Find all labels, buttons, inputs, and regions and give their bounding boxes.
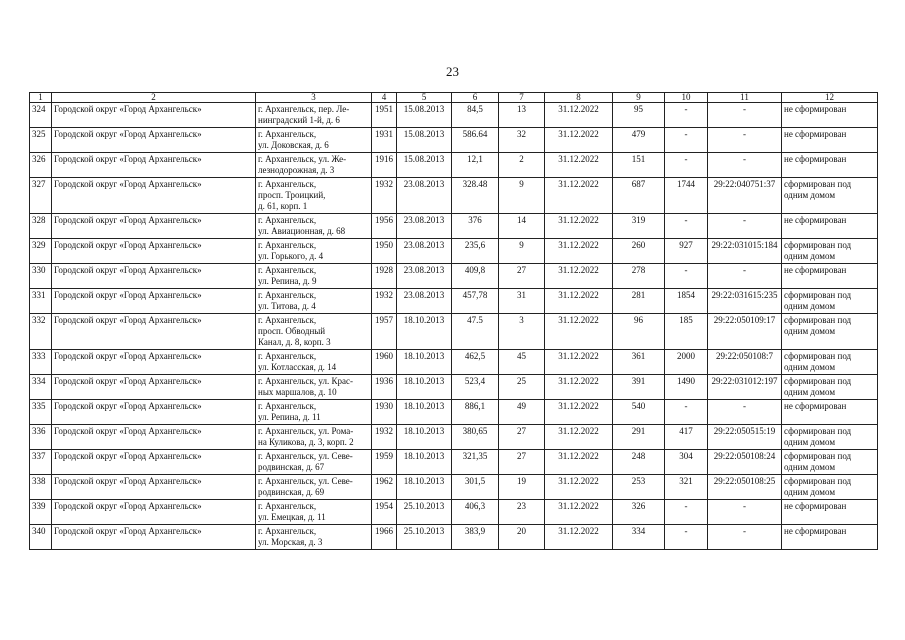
- land-status-cell: сформирован под одним домом: [782, 289, 878, 314]
- row-number-cell: 327: [30, 178, 52, 214]
- header-cell: 1: [30, 93, 52, 103]
- year-built-cell: 1931: [372, 128, 397, 153]
- cadastral-number-cell: 29:22:050108:25: [708, 475, 782, 500]
- land-status-cell: сформирован под одним домом: [782, 314, 878, 350]
- row-number-cell: 326: [30, 153, 52, 178]
- area-cell: 886,1: [452, 400, 499, 425]
- address-cell: г. Архангельск, ул. Котласская, д. 14: [256, 350, 372, 375]
- land-area-cell: 1490: [665, 375, 708, 400]
- municipality-cell: Городской округ «Город Архангельск»: [52, 289, 256, 314]
- address-cell: г. Архангельск, ул. Горького, д. 4: [256, 239, 372, 264]
- area-cell: 523,4: [452, 375, 499, 400]
- residents-cell: 13: [499, 103, 545, 128]
- residents-cell: 9: [499, 178, 545, 214]
- address-cell: г. Архангельск, ул. Репина, д. 11: [256, 400, 372, 425]
- resettlement-deadline-cell: 31.12.2022: [545, 264, 613, 289]
- municipality-cell: Городской округ «Город Архангельск»: [52, 400, 256, 425]
- row-number-cell: 332: [30, 314, 52, 350]
- header-cell: 2: [52, 93, 256, 103]
- row-number-cell: 329: [30, 239, 52, 264]
- residents-cell: 14: [499, 214, 545, 239]
- planned-area-cell: 291: [613, 425, 665, 450]
- address-cell: г. Архангельск, просп. Обводный Канал, д. 8, корп. 3: [256, 314, 372, 350]
- area-cell: 47.5: [452, 314, 499, 350]
- planned-area-cell: 253: [613, 475, 665, 500]
- land-area-cell: 927: [665, 239, 708, 264]
- table-row: [30, 128, 878, 153]
- cadastral-number-cell: -: [708, 128, 782, 153]
- address-cell: г. Архангельск, ул. Крас- ных маршалов, д. 10: [256, 375, 372, 400]
- municipality-cell: Городской округ «Город Архангельск»: [52, 178, 256, 214]
- land-status-cell: не сформирован: [782, 214, 878, 239]
- header-cell: 11: [708, 93, 782, 103]
- recognition-date-cell: 23.08.2013: [397, 239, 452, 264]
- planned-area-cell: 95: [613, 103, 665, 128]
- land-status-cell: сформирован под одним домом: [782, 239, 878, 264]
- year-built-cell: 1957: [372, 314, 397, 350]
- recognition-date-cell: 25.10.2013: [397, 525, 452, 550]
- row-number-cell: 325: [30, 128, 52, 153]
- recognition-date-cell: 18.10.2013: [397, 450, 452, 475]
- recognition-date-cell: 23.08.2013: [397, 178, 452, 214]
- table-row: [30, 314, 878, 350]
- planned-area-cell: 334: [613, 525, 665, 550]
- resettlement-deadline-cell: 31.12.2022: [545, 239, 613, 264]
- area-cell: 406,3: [452, 500, 499, 525]
- cadastral-number-cell: -: [708, 400, 782, 425]
- cadastral-number-cell: 29:22:050515:19: [708, 425, 782, 450]
- address-cell: г. Архангельск, просп. Троицкий, д. 61, корп. 1: [256, 178, 372, 214]
- residents-cell: 32: [499, 128, 545, 153]
- recognition-date-cell: 18.10.2013: [397, 375, 452, 400]
- table-row: [30, 214, 878, 239]
- row-number-cell: 338: [30, 475, 52, 500]
- header-cell: 10: [665, 93, 708, 103]
- recognition-date-cell: 18.10.2013: [397, 400, 452, 425]
- land-status-cell: не сформирован: [782, 500, 878, 525]
- resettlement-deadline-cell: 31.12.2022: [545, 400, 613, 425]
- municipality-cell: Городской округ «Город Архангельск»: [52, 314, 256, 350]
- municipality-cell: Городской округ «Город Архангельск»: [52, 350, 256, 375]
- residents-cell: 27: [499, 450, 545, 475]
- area-cell: 457,78: [452, 289, 499, 314]
- cadastral-number-cell: -: [708, 153, 782, 178]
- land-area-cell: -: [665, 525, 708, 550]
- table-row: [30, 103, 878, 128]
- residents-cell: 23: [499, 500, 545, 525]
- row-number-cell: 324: [30, 103, 52, 128]
- recognition-date-cell: 18.10.2013: [397, 425, 452, 450]
- area-cell: 235,6: [452, 239, 499, 264]
- year-built-cell: 1956: [372, 214, 397, 239]
- residents-cell: 2: [499, 153, 545, 178]
- resettlement-deadline-cell: 31.12.2022: [545, 475, 613, 500]
- municipality-cell: Городской округ «Город Архангельск»: [52, 375, 256, 400]
- header-cell: 9: [613, 93, 665, 103]
- header-cell: 5: [397, 93, 452, 103]
- residents-cell: 20: [499, 525, 545, 550]
- planned-area-cell: 479: [613, 128, 665, 153]
- land-area-cell: 321: [665, 475, 708, 500]
- address-cell: г. Архангельск, ул. Авиационная, д. 68: [256, 214, 372, 239]
- land-area-cell: 2000: [665, 350, 708, 375]
- year-built-cell: 1954: [372, 500, 397, 525]
- land-area-cell: -: [665, 264, 708, 289]
- recognition-date-cell: 18.10.2013: [397, 475, 452, 500]
- header-cell: 12: [782, 93, 878, 103]
- land-status-cell: не сформирован: [782, 400, 878, 425]
- land-status-cell: не сформирован: [782, 103, 878, 128]
- year-built-cell: 1962: [372, 475, 397, 500]
- row-number-cell: 335: [30, 400, 52, 425]
- land-area-cell: -: [665, 103, 708, 128]
- resettlement-deadline-cell: 31.12.2022: [545, 314, 613, 350]
- resettlement-deadline-cell: 31.12.2022: [545, 500, 613, 525]
- year-built-cell: 1930: [372, 400, 397, 425]
- planned-area-cell: 391: [613, 375, 665, 400]
- row-number-cell: 330: [30, 264, 52, 289]
- municipality-cell: Городской округ «Город Архангельск»: [52, 525, 256, 550]
- residents-cell: 9: [499, 239, 545, 264]
- municipality-cell: Городской округ «Город Архангельск»: [52, 264, 256, 289]
- cadastral-number-cell: 29:22:050108:7: [708, 350, 782, 375]
- year-built-cell: 1950: [372, 239, 397, 264]
- planned-area-cell: 278: [613, 264, 665, 289]
- planned-area-cell: 96: [613, 314, 665, 350]
- year-built-cell: 1932: [372, 425, 397, 450]
- cadastral-number-cell: -: [708, 525, 782, 550]
- land-status-cell: сформирован под одним домом: [782, 178, 878, 214]
- cadastral-number-cell: 29:22:031015:184: [708, 239, 782, 264]
- land-area-cell: -: [665, 214, 708, 239]
- year-built-cell: 1936: [372, 375, 397, 400]
- row-number-cell: 331: [30, 289, 52, 314]
- planned-area-cell: 319: [613, 214, 665, 239]
- table-row: [30, 500, 878, 525]
- cadastral-number-cell: 29:22:050108:24: [708, 450, 782, 475]
- address-cell: г. Архангельск, ул. Титова, д. 4: [256, 289, 372, 314]
- resettlement-deadline-cell: 31.12.2022: [545, 450, 613, 475]
- resettlement-deadline-cell: 31.12.2022: [545, 214, 613, 239]
- municipality-cell: Городской округ «Город Архангельск»: [52, 450, 256, 475]
- area-cell: 328.48: [452, 178, 499, 214]
- page-number: 23: [446, 64, 459, 79]
- area-cell: 84,5: [452, 103, 499, 128]
- table-row: [30, 450, 878, 475]
- row-number-cell: 334: [30, 375, 52, 400]
- table-row: [30, 400, 878, 425]
- cadastral-number-cell: 29:22:050109:17: [708, 314, 782, 350]
- residents-cell: 27: [499, 425, 545, 450]
- recognition-date-cell: 23.08.2013: [397, 264, 452, 289]
- resettlement-deadline-cell: 31.12.2022: [545, 350, 613, 375]
- cadastral-number-cell: -: [708, 264, 782, 289]
- area-cell: 321,35: [452, 450, 499, 475]
- residents-cell: 25: [499, 375, 545, 400]
- residents-cell: 45: [499, 350, 545, 375]
- municipality-cell: Городской округ «Город Архангельск»: [52, 239, 256, 264]
- resettlement-deadline-cell: 31.12.2022: [545, 375, 613, 400]
- land-status-cell: не сформирован: [782, 153, 878, 178]
- address-cell: г. Архангельск, ул. Морская, д. 3: [256, 525, 372, 550]
- table-row: [30, 289, 878, 314]
- land-area-cell: 185: [665, 314, 708, 350]
- municipality-cell: Городской округ «Город Архангельск»: [52, 500, 256, 525]
- planned-area-cell: 540: [613, 400, 665, 425]
- header-row: [30, 93, 878, 103]
- year-built-cell: 1966: [372, 525, 397, 550]
- municipality-cell: Городской округ «Город Архангельск»: [52, 214, 256, 239]
- planned-area-cell: 260: [613, 239, 665, 264]
- land-area-cell: 417: [665, 425, 708, 450]
- residents-cell: 27: [499, 264, 545, 289]
- planned-area-cell: 361: [613, 350, 665, 375]
- municipality-cell: Городской округ «Город Архангельск»: [52, 128, 256, 153]
- housing-table: [29, 92, 878, 550]
- planned-area-cell: 151: [613, 153, 665, 178]
- resettlement-deadline-cell: 31.12.2022: [545, 178, 613, 214]
- cadastral-number-cell: 29:22:040751:37: [708, 178, 782, 214]
- residents-cell: 31: [499, 289, 545, 314]
- land-area-cell: -: [665, 153, 708, 178]
- year-built-cell: 1959: [372, 450, 397, 475]
- resettlement-deadline-cell: 31.12.2022: [545, 128, 613, 153]
- address-cell: г. Архангельск, ул. Емецкая, д. 11: [256, 500, 372, 525]
- header-cell: 8: [545, 93, 613, 103]
- address-cell: г. Архангельск, ул. Доковская, д. 6: [256, 128, 372, 153]
- table-row: [30, 475, 878, 500]
- recognition-date-cell: 23.08.2013: [397, 289, 452, 314]
- year-built-cell: 1928: [372, 264, 397, 289]
- recognition-date-cell: 18.10.2013: [397, 314, 452, 350]
- planned-area-cell: 687: [613, 178, 665, 214]
- table-row: [30, 153, 878, 178]
- row-number-cell: 336: [30, 425, 52, 450]
- area-cell: 301,5: [452, 475, 499, 500]
- year-built-cell: 1951: [372, 103, 397, 128]
- resettlement-deadline-cell: 31.12.2022: [545, 153, 613, 178]
- municipality-cell: Городской округ «Город Архангельск»: [52, 475, 256, 500]
- residents-cell: 49: [499, 400, 545, 425]
- cadastral-number-cell: 29:22:031012:197: [708, 375, 782, 400]
- land-status-cell: не сформирован: [782, 264, 878, 289]
- table-row: [30, 178, 878, 214]
- recognition-date-cell: 23.08.2013: [397, 214, 452, 239]
- land-area-cell: -: [665, 400, 708, 425]
- land-status-cell: сформирован под одним домом: [782, 450, 878, 475]
- row-number-cell: 339: [30, 500, 52, 525]
- municipality-cell: Городской округ «Город Архангельск»: [52, 103, 256, 128]
- area-cell: 586.64: [452, 128, 499, 153]
- area-cell: 380,65: [452, 425, 499, 450]
- address-cell: г. Архангельск, ул. Репина, д. 9: [256, 264, 372, 289]
- land-status-cell: не сформирован: [782, 525, 878, 550]
- land-area-cell: -: [665, 128, 708, 153]
- municipality-cell: Городской округ «Город Архангельск»: [52, 153, 256, 178]
- recognition-date-cell: 15.08.2013: [397, 128, 452, 153]
- resettlement-deadline-cell: 31.12.2022: [545, 289, 613, 314]
- recognition-date-cell: 18.10.2013: [397, 350, 452, 375]
- land-status-cell: сформирован под одним домом: [782, 425, 878, 450]
- resettlement-deadline-cell: 31.12.2022: [545, 525, 613, 550]
- address-cell: г. Архангельск, ул. Рома- на Куликова, д. 3, корп. 2: [256, 425, 372, 450]
- planned-area-cell: 326: [613, 500, 665, 525]
- land-area-cell: 1854: [665, 289, 708, 314]
- address-cell: г. Архангельск, ул. Севе- родвинская, д. 67: [256, 450, 372, 475]
- header-cell: 3: [256, 93, 372, 103]
- cadastral-number-cell: 29:22:031615:235: [708, 289, 782, 314]
- year-built-cell: 1916: [372, 153, 397, 178]
- area-cell: 376: [452, 214, 499, 239]
- table-row: [30, 264, 878, 289]
- table-row: [30, 425, 878, 450]
- planned-area-cell: 248: [613, 450, 665, 475]
- area-cell: 409,8: [452, 264, 499, 289]
- year-built-cell: 1932: [372, 178, 397, 214]
- area-cell: 383,9: [452, 525, 499, 550]
- row-number-cell: 328: [30, 214, 52, 239]
- land-area-cell: 1744: [665, 178, 708, 214]
- land-status-cell: сформирован под одним домом: [782, 375, 878, 400]
- land-area-cell: -: [665, 500, 708, 525]
- row-number-cell: 340: [30, 525, 52, 550]
- address-cell: г. Архангельск, ул. Севе- родвинская, д. 69: [256, 475, 372, 500]
- row-number-cell: 333: [30, 350, 52, 375]
- header-cell: 6: [452, 93, 499, 103]
- table-row: [30, 375, 878, 400]
- planned-area-cell: 281: [613, 289, 665, 314]
- area-cell: 12,1: [452, 153, 499, 178]
- address-cell: г. Архангельск, ул. Же- лезнодорожная, д. 3: [256, 153, 372, 178]
- land-status-cell: сформирован под одним домом: [782, 350, 878, 375]
- table-row: [30, 525, 878, 550]
- header-cell: 7: [499, 93, 545, 103]
- cadastral-number-cell: -: [708, 103, 782, 128]
- address-cell: г. Архангельск, пер. Ле- нинградский 1-й, д. 6: [256, 103, 372, 128]
- recognition-date-cell: 15.08.2013: [397, 103, 452, 128]
- area-cell: 462,5: [452, 350, 499, 375]
- row-number-cell: 337: [30, 450, 52, 475]
- header-cell: 4: [372, 93, 397, 103]
- recognition-date-cell: 15.08.2013: [397, 153, 452, 178]
- cadastral-number-cell: -: [708, 500, 782, 525]
- residents-cell: 19: [499, 475, 545, 500]
- cadastral-number-cell: -: [708, 214, 782, 239]
- resettlement-deadline-cell: 31.12.2022: [545, 103, 613, 128]
- year-built-cell: 1932: [372, 289, 397, 314]
- year-built-cell: 1960: [372, 350, 397, 375]
- land-area-cell: 304: [665, 450, 708, 475]
- land-status-cell: сформирован под одним домом: [782, 475, 878, 500]
- resettlement-deadline-cell: 31.12.2022: [545, 425, 613, 450]
- table-row: [30, 239, 878, 264]
- residents-cell: 3: [499, 314, 545, 350]
- land-status-cell: не сформирован: [782, 128, 878, 153]
- municipality-cell: Городской округ «Город Архангельск»: [52, 425, 256, 450]
- recognition-date-cell: 25.10.2013: [397, 500, 452, 525]
- table-row: [30, 350, 878, 375]
